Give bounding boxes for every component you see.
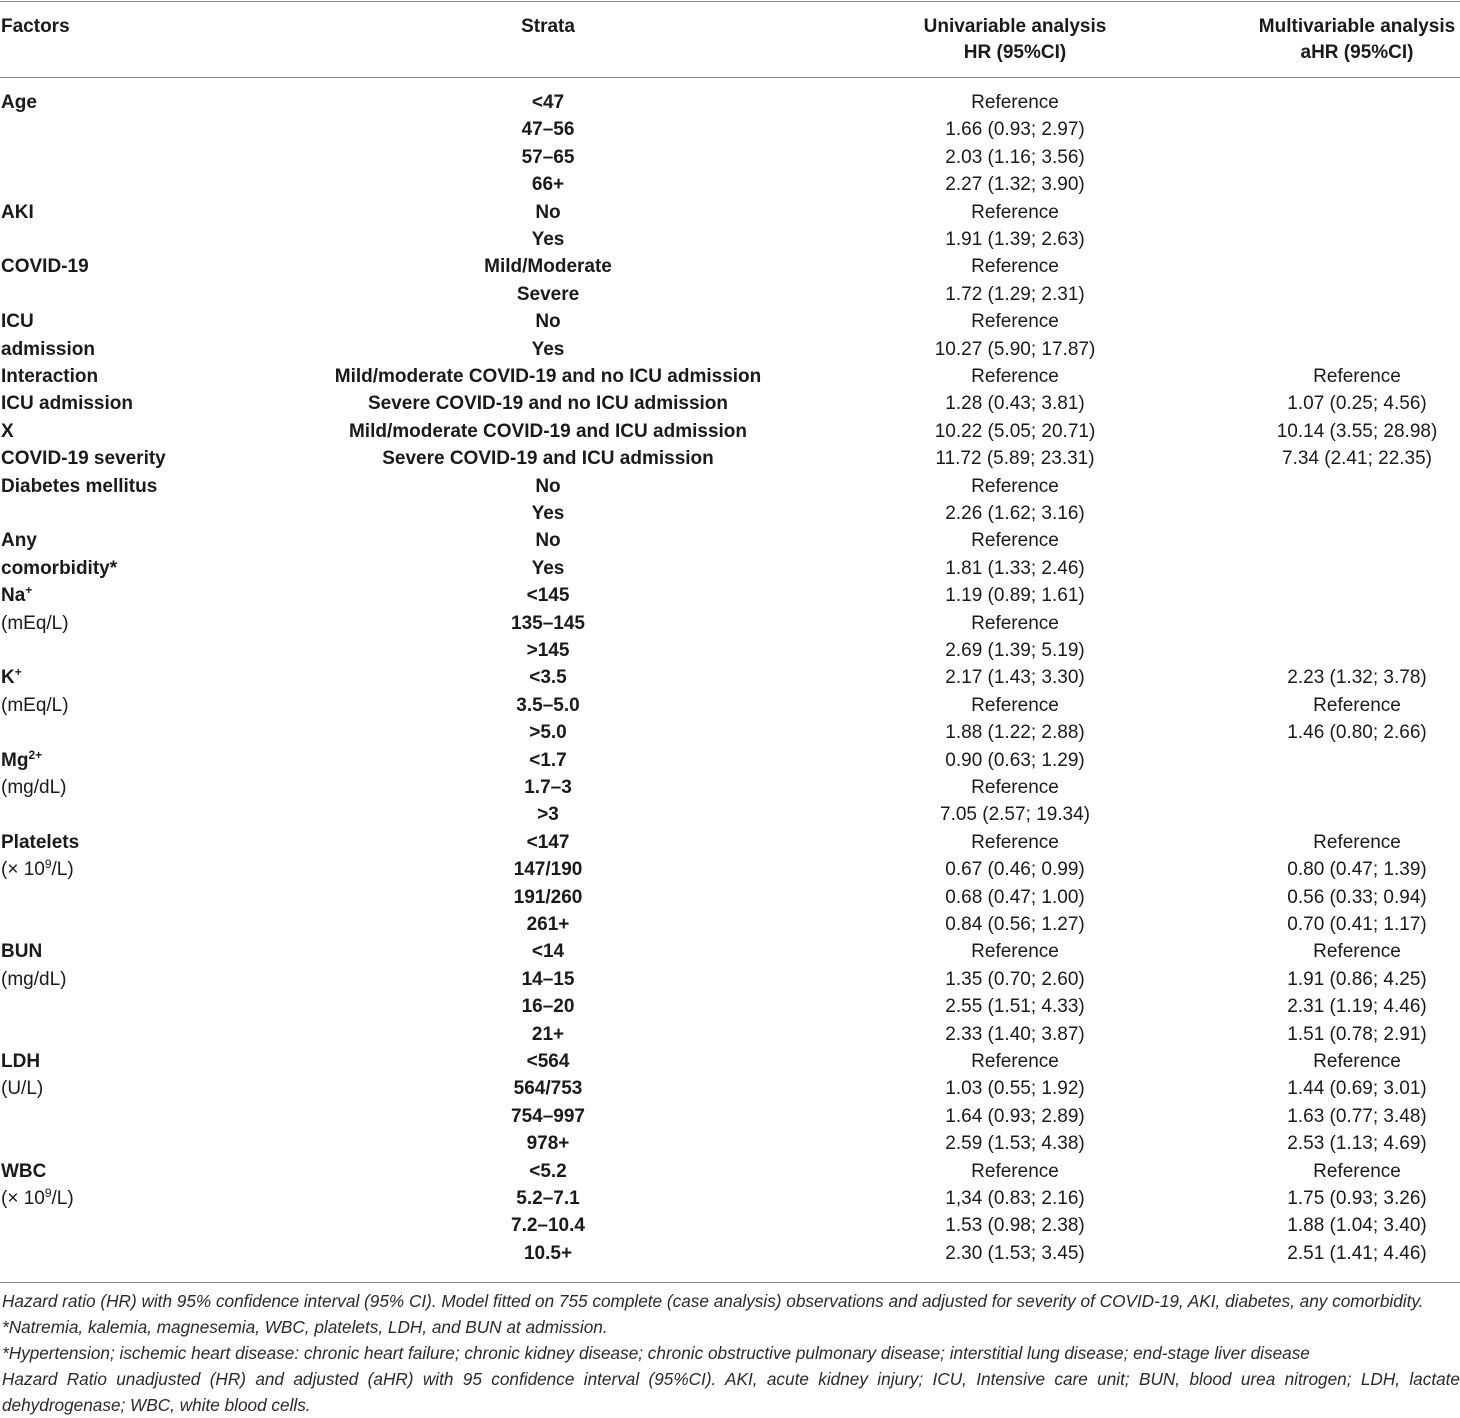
factor-text: ICU: [1, 311, 34, 333]
header-strata: [521, 14, 575, 40]
header-multivariable-line1: Multivariable analysis: [1258, 16, 1456, 37]
factor-text: K: [1, 667, 15, 689]
table-row: [0, 89, 1460, 116]
top-rule: [0, 1, 1460, 2]
header-univariable-line1: Univariable analysis: [923, 16, 1107, 37]
factor-text: Mg: [1, 749, 29, 771]
header-rule: [0, 77, 1460, 78]
footnote-4: Hazard Ratio unadjusted (HR) and adjusted (aHR) with 95 confidence interval (95%CI). AKI, acute kidney injury; ICU, Intensive care unit; BUN, blood urea nitrogen; LDH, lactate dehydrogenase; WBC, white blood cells.: [2, 1369, 1460, 1415]
hr-cell: 1.03 (0.55; 1.92): [945, 1078, 1085, 1100]
factor-cell: [1, 610, 69, 637]
table-row: [0, 171, 1460, 198]
factor-text: (mEq/L): [1, 612, 69, 634]
ahr-cell: 2.51 (1.41; 4.46): [1287, 1242, 1427, 1264]
stratum-cell: Yes: [531, 557, 565, 579]
factor-cell: [1, 390, 133, 417]
table-row: [0, 692, 1460, 719]
ahr-cell: Reference: [1313, 831, 1401, 853]
stratum-cell: 10.5+: [523, 1242, 573, 1264]
stratum-cell: Yes: [531, 503, 565, 524]
hr-cell: 0.84 (0.56; 1.27): [945, 914, 1085, 935]
table-row: [0, 719, 1460, 746]
stratum-cell: <5.2: [529, 1160, 567, 1182]
hr-cell: 1.35 (0.70; 2.60): [945, 968, 1085, 990]
stratum-cell: 7.2–10.4: [511, 1215, 585, 1237]
table-row: [0, 418, 1460, 445]
table-row: [0, 1021, 1460, 1048]
footnote-2: *Natremia, kalemia, magnesemia, WBC, platelets, LDH, and BUN at admission.: [2, 1317, 608, 1337]
hr-cell: Reference: [971, 201, 1059, 223]
ahr-cell: 0.70 (0.41; 1.17): [1287, 914, 1427, 935]
stratum-cell: 66+: [531, 174, 565, 196]
factor-text: (× 10: [1, 859, 45, 881]
table-row: [0, 884, 1460, 911]
stratum-cell: <14: [531, 941, 565, 963]
factor-text: WBC: [1, 1160, 47, 1182]
factor-cell: [1, 445, 166, 472]
table-row: [0, 938, 1460, 965]
stratum-cell: 47–56: [521, 119, 575, 141]
stratum-cell: <145: [526, 585, 570, 607]
factor-unit-suffix: /L): [51, 1188, 74, 1209]
hr-cell: Reference: [971, 1160, 1059, 1182]
table-row: [0, 1158, 1460, 1185]
factor-text: (mg/dL): [1, 777, 67, 798]
table-row: [0, 664, 1460, 691]
ahr-cell: 0.80 (0.47; 1.39): [1287, 859, 1427, 881]
table-row: [0, 966, 1460, 993]
hr-cell: 2.33 (1.40; 3.87): [945, 1023, 1085, 1045]
factor-cell: [1, 473, 157, 500]
hr-cell: 2.26 (1.62; 3.16): [945, 503, 1085, 524]
hr-cell: Reference: [971, 311, 1059, 333]
table-row: [0, 226, 1460, 253]
factor-cell: [1, 938, 42, 965]
factor-cell: [1, 199, 34, 226]
stratum-cell: Severe: [516, 283, 580, 305]
stratum-cell: No: [535, 530, 561, 552]
hr-cell: 1,34 (0.83; 2.16): [945, 1188, 1085, 1209]
factor-cell: [1, 774, 66, 801]
ahr-cell: Reference: [1313, 1160, 1401, 1182]
table-row: [0, 1212, 1460, 1239]
hr-cell: 1.53 (0.98; 2.38): [945, 1215, 1085, 1237]
factor-text: Age: [1, 92, 37, 113]
table-row: [0, 308, 1460, 335]
hr-cell: Reference: [971, 530, 1059, 552]
stratum-cell: 754–997: [511, 1105, 585, 1127]
factor-text: X: [1, 420, 14, 442]
factor-cell: [1, 966, 66, 993]
hr-cell: 0.90 (0.63; 1.29): [945, 749, 1085, 771]
stratum-cell: <47: [531, 92, 565, 113]
stratum-cell: 1.7–3: [524, 777, 572, 798]
ahr-cell: 7.34 (2.41; 22.35): [1282, 448, 1432, 470]
hr-cell: 1.19 (0.89; 1.61): [945, 585, 1085, 607]
header-multivariable: [1259, 14, 1455, 66]
stratum-cell: 14–15: [521, 968, 575, 990]
hr-cell: 2.30 (1.53; 3.45): [945, 1242, 1085, 1264]
factor-text: (U/L): [1, 1078, 44, 1100]
factor-cell: [1, 692, 69, 719]
table-row: [0, 281, 1460, 308]
table-row: [0, 747, 1460, 774]
stratum-cell: Severe COVID-19 and no ICU admission: [367, 393, 729, 415]
hr-cell: 7.05 (2.57; 19.34): [940, 804, 1090, 826]
factor-cell: [1, 582, 32, 609]
table-row: [0, 473, 1460, 500]
factor-superscript: 9: [44, 857, 52, 872]
ahr-cell: 10.14 (3.55; 28.98): [1276, 420, 1438, 442]
factor-cell: [1, 1185, 74, 1212]
factor-cell: [1, 555, 117, 582]
stratum-cell: 21+: [531, 1023, 565, 1045]
stratum-cell: Mild/moderate COVID-19 and ICU admission: [348, 420, 748, 442]
table-row: [0, 856, 1460, 883]
factor-text: (mg/dL): [1, 968, 67, 990]
table-row: [0, 336, 1460, 363]
stratum-cell: Mild/Moderate: [484, 256, 612, 278]
stratum-cell: 191/260: [513, 886, 583, 908]
factor-text: Any: [1, 530, 37, 552]
hr-cell: 2.55 (1.51; 4.33): [945, 996, 1085, 1018]
table-row: [0, 445, 1460, 472]
table-row: [0, 801, 1460, 828]
table-row: [0, 582, 1460, 609]
stratum-cell: <564: [526, 1051, 570, 1072]
factor-unit-suffix: /L): [51, 859, 74, 881]
stratum-cell: 147/190: [513, 859, 583, 881]
hr-cell: Reference: [971, 694, 1059, 716]
table-row: [0, 1075, 1460, 1102]
factor-text: Platelets: [1, 831, 80, 853]
stratum-cell: Yes: [531, 338, 565, 360]
table-row: [0, 993, 1460, 1020]
factor-text: COVID-19: [1, 256, 89, 278]
ahr-cell: Reference: [1313, 694, 1401, 716]
stratum-cell: No: [535, 311, 561, 333]
hr-cell: Reference: [971, 92, 1059, 113]
ahr-cell: Reference: [1313, 1051, 1401, 1072]
factor-superscript: 2+: [28, 747, 43, 762]
table-row: [0, 116, 1460, 143]
ahr-cell: 1.88 (1.04; 3.40): [1287, 1215, 1427, 1237]
table-row: [0, 1103, 1460, 1130]
stratum-cell: 57–65: [521, 146, 575, 168]
footnote-3: *Hypertension; ischemic heart disease: chronic heart failure; chronic kidney disease; chronic obstructive pulmonary disease; interstitial lung disease; end-stage liver disease: [2, 1343, 1310, 1363]
stratum-cell: <3.5: [529, 667, 567, 689]
factor-text: (mEq/L): [1, 694, 69, 716]
stratum-cell: 564/753: [513, 1078, 583, 1100]
stratum-cell: Severe COVID-19 and ICU admission: [382, 448, 714, 470]
factor-cell: [1, 747, 42, 774]
factor-text: (× 10: [1, 1188, 45, 1209]
factor-cell: [1, 1075, 43, 1102]
stratum-cell: Mild/moderate COVID-19 and no ICU admission: [334, 366, 762, 387]
hr-cell: 1.81 (1.33; 2.46): [945, 557, 1085, 579]
ahr-cell: 1.46 (0.80; 2.66): [1287, 722, 1427, 744]
factor-text: Interaction: [1, 366, 99, 387]
table-row: [0, 637, 1460, 664]
hr-cell: 2.03 (1.16; 3.56): [945, 146, 1085, 168]
stratum-cell: Yes: [531, 229, 565, 250]
header-multivariable-line2: aHR (95%CI): [1300, 42, 1414, 63]
bottom-rule: [0, 1282, 1460, 1283]
table-row: [0, 500, 1460, 527]
stratum-cell: No: [535, 475, 561, 497]
hr-cell: Reference: [971, 941, 1059, 963]
factor-text: COVID-19 severity: [1, 448, 166, 470]
hr-cell: 10.27 (5.90; 17.87): [934, 338, 1096, 360]
hr-cell: 0.68 (0.47; 1.00): [945, 886, 1085, 908]
ahr-cell: 1.63 (0.77; 3.48): [1287, 1105, 1427, 1127]
factor-text: LDH: [1, 1051, 41, 1072]
table-row: [0, 390, 1460, 417]
hr-cell: 1.64 (0.93; 2.89): [945, 1105, 1085, 1127]
factor-text: AKI: [1, 201, 34, 223]
stratum-cell: 3.5–5.0: [516, 694, 580, 716]
hr-cell: 2.59 (1.53; 4.38): [945, 1133, 1085, 1155]
factor-cell: [1, 829, 79, 856]
table-row: [0, 363, 1460, 390]
hr-cell: Reference: [971, 612, 1059, 634]
factor-cell: [1, 1048, 40, 1075]
hr-cell: 2.27 (1.32; 3.90): [945, 174, 1085, 196]
table-row: [0, 1185, 1460, 1212]
factor-text: admission: [1, 338, 95, 360]
stratum-cell: <1.7: [529, 749, 567, 771]
hr-cell: 0.67 (0.46; 0.99): [945, 859, 1085, 881]
hr-cell: Reference: [971, 831, 1059, 853]
ahr-cell: Reference: [1313, 366, 1401, 387]
ahr-cell: 1.75 (0.93; 3.26): [1287, 1188, 1427, 1209]
ahr-cell: 2.31 (1.19; 4.46): [1287, 996, 1427, 1018]
factor-cell: [1, 418, 14, 445]
hr-cell: Reference: [971, 475, 1059, 497]
table-row: [0, 1130, 1460, 1157]
table-row: [0, 774, 1460, 801]
table-row: [0, 1240, 1460, 1267]
hr-cell: Reference: [971, 256, 1059, 278]
factor-superscript: +: [25, 583, 33, 598]
hr-cell: 1.88 (1.22; 2.88): [945, 722, 1085, 744]
stratum-cell: <147: [526, 831, 570, 853]
ahr-cell: 1.44 (0.69; 3.01): [1287, 1078, 1427, 1100]
ahr-cell: 1.07 (0.25; 4.56): [1287, 393, 1427, 415]
factor-text: comorbidity*: [1, 557, 118, 579]
hr-cell: 1.66 (0.93; 2.97): [945, 119, 1085, 141]
footnotes: [2, 1288, 1460, 1418]
stratum-cell: 16–20: [521, 996, 575, 1018]
header-factors-label: Factors: [1, 16, 70, 37]
ahr-cell: Reference: [1313, 941, 1401, 963]
header-univariable-line2: HR (95%CI): [963, 42, 1067, 63]
table-row: [0, 555, 1460, 582]
header-univariable: [924, 14, 1107, 66]
factor-text: ICU admission: [1, 393, 133, 415]
ahr-cell: 2.23 (1.32; 3.78): [1287, 667, 1427, 689]
hr-cell: 2.69 (1.39; 5.19): [945, 640, 1085, 661]
stratum-cell: 135–145: [511, 612, 585, 634]
factor-cell: [1, 1158, 46, 1185]
factor-text: BUN: [1, 941, 43, 963]
hr-cell: 11.72 (5.89; 23.31): [935, 448, 1095, 470]
ahr-cell: 1.91 (0.86; 4.25): [1287, 968, 1427, 990]
table-row: [0, 1048, 1460, 1075]
stratum-cell: 978+: [526, 1133, 570, 1155]
factor-cell: [1, 856, 74, 883]
table-row: [0, 911, 1460, 938]
stratum-cell: >5.0: [529, 722, 567, 744]
ahr-cell: 1.51 (0.78; 2.91): [1287, 1023, 1427, 1045]
factor-text: Diabetes mellitus: [1, 475, 158, 497]
factor-cell: [1, 664, 22, 691]
stratum-cell: 5.2–7.1: [516, 1188, 580, 1209]
table-row: [0, 610, 1460, 637]
table-row: [0, 829, 1460, 856]
table-row: [0, 144, 1460, 171]
hr-cell: Reference: [971, 777, 1059, 798]
hr-cell: Reference: [971, 366, 1059, 387]
factor-cell: [1, 253, 89, 280]
hr-cell: 2.17 (1.43; 3.30): [945, 667, 1085, 689]
stratum-cell: 261+: [526, 914, 570, 935]
footnote-1: Hazard ratio (HR) with 95% confidence interval (95% CI). Model fitted on 755 complete (case analysis) observations and adjusted for severity of COVID-19, AKI, diabetes, any comorbidity.: [2, 1291, 1424, 1311]
hr-cell: 1.28 (0.43; 3.81): [945, 393, 1085, 415]
ahr-cell: 0.56 (0.33; 0.94): [1287, 886, 1427, 908]
factor-cell: [1, 336, 95, 363]
stratum-cell: >145: [526, 640, 570, 661]
table-row: [0, 253, 1460, 280]
header-factors: [1, 14, 70, 40]
factor-cell: [1, 308, 34, 335]
factor-cell: [1, 363, 98, 390]
factor-cell: [1, 527, 37, 554]
factor-superscript: +: [14, 665, 22, 680]
factor-cell: [1, 89, 37, 116]
header-strata-label: Strata: [521, 16, 575, 37]
stratum-cell: >3: [537, 804, 559, 826]
factor-text: Na: [1, 585, 26, 607]
ahr-cell: 2.53 (1.13; 4.69): [1287, 1133, 1427, 1155]
hr-cell: Reference: [971, 1051, 1059, 1072]
hr-cell: 10.22 (5.05; 20.71): [934, 420, 1096, 442]
table-row: [0, 199, 1460, 226]
hr-cell: 1.91 (1.39; 2.63): [945, 229, 1085, 250]
stratum-cell: No: [535, 201, 561, 223]
table-row: [0, 527, 1460, 554]
hr-cell: 1.72 (1.29; 2.31): [945, 283, 1085, 305]
factor-superscript: 9: [44, 1186, 52, 1200]
